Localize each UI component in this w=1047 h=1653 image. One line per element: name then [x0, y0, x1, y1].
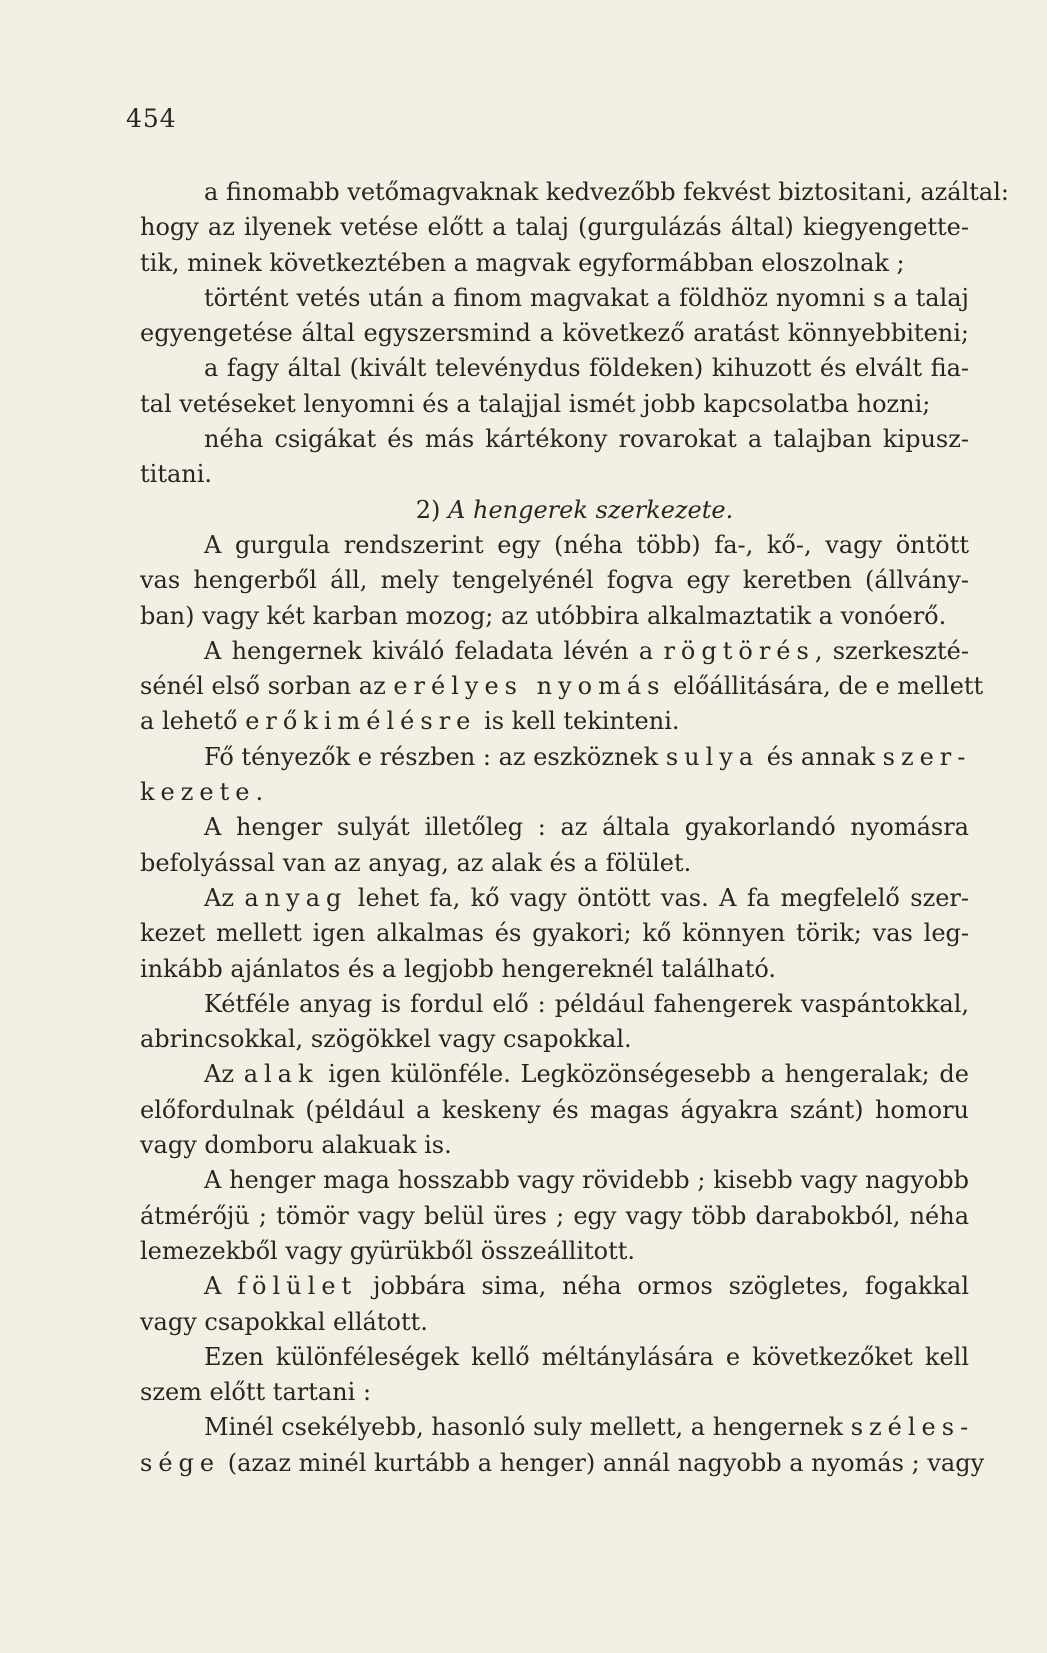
text-line: abrincsokkal, szögökkel vagy csapokkal. [140, 1025, 632, 1054]
text-line: A henger maga hosszabb vagy rövidebb ; kisebb vagy nagyobb [204, 1166, 969, 1195]
text-line: Fő tényezők e részben : az eszköznek sulya és annak szer- [204, 742, 972, 771]
emphasis-text: alak [243, 1060, 319, 1089]
emphasis-text: erőkimélésre [245, 707, 477, 736]
emphasis-text: fölület [237, 1272, 358, 1301]
text-line: a finomabb vetőmagvaknak kedvezőbb fekvést biztositani, azáltal: [204, 178, 1009, 206]
page-number: 454 [126, 104, 177, 133]
text-line: Kétféle anyag is fordul elő : például fahengerek vaspántokkal, [204, 989, 969, 1018]
paragraph-henger-maga [140, 1163, 969, 1269]
paragraph-suly [140, 810, 969, 881]
emphasis-text: sulya [665, 742, 760, 771]
emphasis-text: kezete [140, 778, 256, 807]
text-line: kezete. [140, 778, 264, 807]
emphasis-text: sége [140, 1448, 221, 1477]
text-line: történt vetés után a finom magvakat a földhöz nyomni s a talaj [204, 283, 969, 312]
text-line: hogy az ilyenek vetése előtt a talaj (gurgulázás által) kiegyengette- [140, 213, 969, 242]
text-line: egyengetése által egyszersmind a következő aratást könnyebbiteni; [140, 319, 969, 348]
text-line: vagy csapokkal ellátott. [140, 1307, 428, 1336]
paragraph-continuation [140, 175, 1009, 493]
text-line: szem előtt tartani : [140, 1378, 372, 1407]
paragraph-feladat [140, 634, 984, 740]
text-line: A henger sulyát illetőleg : az általa gyakorlandó nyomásra [204, 813, 969, 842]
text-line: inkább ajánlatos és a legjobb hengereknél található. [140, 954, 776, 983]
text-line: sénél első sorban az erélyes nyomás előállitására, de e mellett [140, 672, 984, 701]
emphasis-text: szer- [882, 742, 972, 771]
text-line: tal vetéseket lenyomni és a talajjal ismét jobb kapcsolatba hozni; [140, 389, 931, 418]
body-text [140, 175, 1009, 1481]
emphasis-text: anyag [244, 883, 348, 912]
text-line: vagy domboru alakuak is. [140, 1131, 452, 1160]
section-title: A hengerek szerkezete. [448, 495, 734, 524]
text-line: Ezen különféleségek kellő méltánylására e következőket kell [204, 1342, 969, 1371]
text-line: befolyással van az anyag, az alak és a fölület. [140, 848, 692, 877]
text-line: A hengernek kiváló feladata lévén a rögtörés, szerkeszté- [204, 636, 969, 665]
text-line: a lehető erőkimélésre is kell tekinteni. [140, 707, 680, 736]
paragraph-anyag [140, 881, 969, 987]
section-heading [140, 493, 969, 528]
text-line: sége (azaz minél kurtább a henger) annál nagyobb a nyomás ; vagy [140, 1448, 985, 1477]
section-number: 2) [415, 495, 441, 524]
paragraph-gurgula [140, 528, 969, 634]
text-line: kezet mellett igen alkalmas és gyakori; kő könnyen törik; vas leg- [140, 919, 969, 948]
text-line: A gurgula rendszerint egy (néha több) fa-, kő-, vagy öntött [204, 530, 969, 559]
text-line: átmérőjü ; tömör vagy belül üres ; egy vagy több darabokból, néha [140, 1201, 969, 1230]
emphasis-text: széles- [850, 1413, 975, 1442]
paragraph-tenyezok [140, 740, 972, 811]
text-line: a fagy által (kivált televénydus földeken) kihuzott és elvált fia- [204, 354, 969, 383]
text-line: A fölület jobbára sima, néha ormos szögletes, fogakkal [204, 1272, 969, 1301]
paragraph-ketfele [140, 987, 969, 1058]
text-line: Minél csekélyebb, hasonló suly mellett, a hengernek széles- [204, 1413, 975, 1442]
text-line: néha csigákat és más kártékony rovarokat a talajban kipusz- [204, 425, 969, 454]
text-line: ban) vagy két karban mozog; az utóbbira alkalmaztatik a vonóerő. [140, 601, 947, 630]
emphasis-text: erélyes nyomás [393, 672, 666, 701]
emphasis-text: rögtörés [663, 636, 815, 665]
paragraph-fulelet [140, 1269, 969, 1340]
text-line: lemezekből vagy gyürükből összeállitott. [140, 1236, 636, 1265]
text-line: Az alak igen különféle. Legközönségesebb a hengeralak; de [204, 1060, 969, 1089]
paragraph-alak [140, 1057, 969, 1163]
text-line: titani. [140, 460, 213, 489]
text-line: Az anyag lehet fa, kő vagy öntött vas. A fa megfelelő szer- [204, 883, 970, 912]
text-line: előfordulnak (például a keskeny és magas ágyakra szánt) homoru [140, 1095, 969, 1124]
paragraph-kulonfeleseg [140, 1340, 969, 1411]
text-line: vas hengerből áll, mely tengelyénél fogva egy keretben (állvány- [140, 566, 969, 595]
paragraph-szelesseg [140, 1410, 985, 1481]
text-line: tik, minek következtében a magvak egyformábban eloszolnak ; [140, 248, 905, 277]
